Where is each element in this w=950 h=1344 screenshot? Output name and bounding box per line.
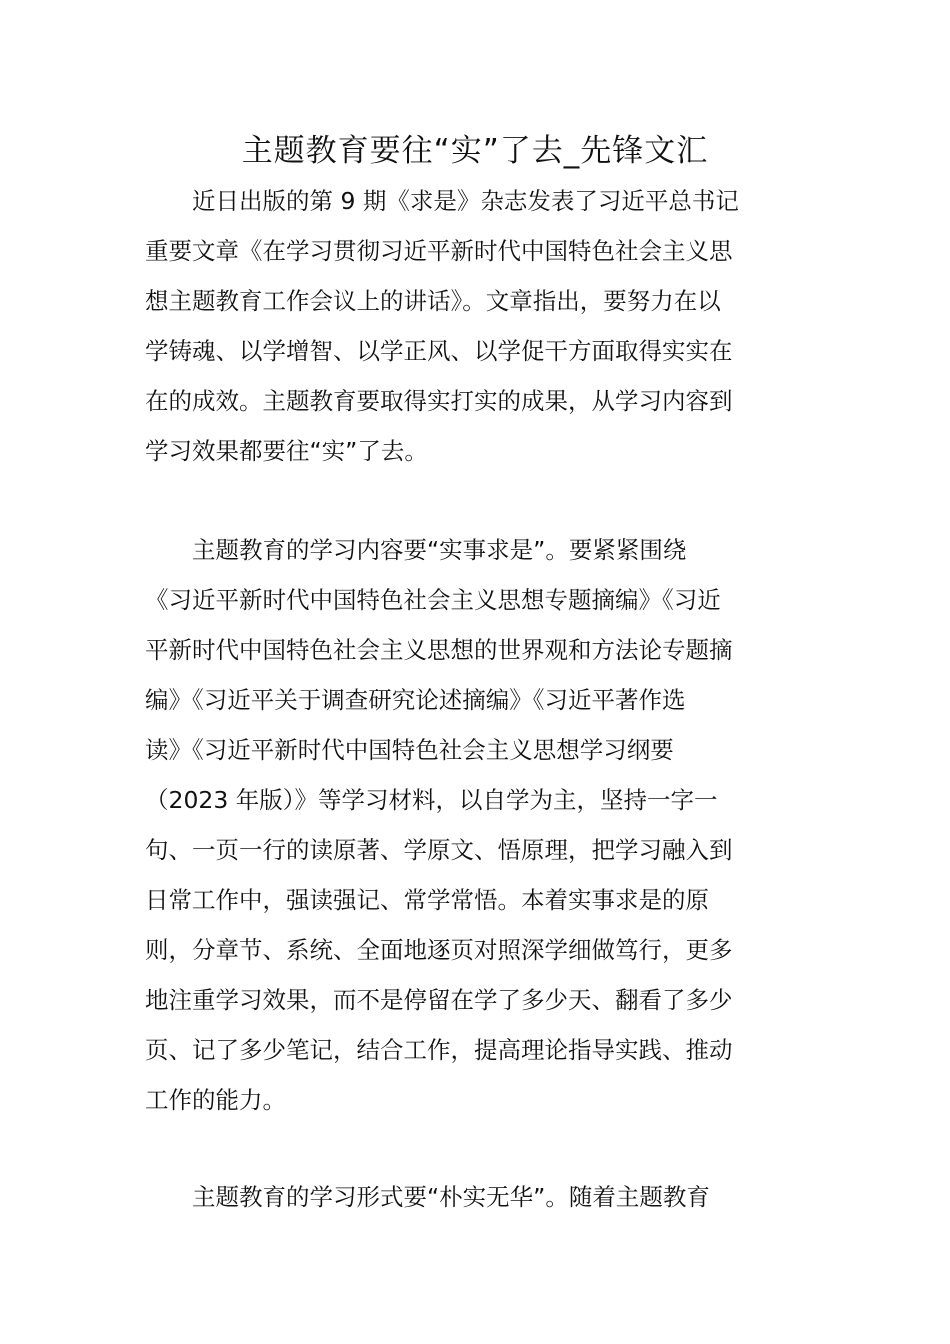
paragraph-line: 读》《习近平新时代中国特色社会主义思想学习纲要 [145, 736, 674, 764]
paragraph-line: 《习近平新时代中国特色社会主义思想专题摘编》《习近 [145, 586, 721, 614]
paragraph-line: （2023 年版）》等学习材料，以自学为主，坚持一字一 [145, 786, 718, 814]
paragraph-line: 学铸魂、以学增智、以学正风、以学促干方面取得实实在 [145, 337, 733, 365]
paragraph-line: 工作的能力。 [145, 1086, 286, 1114]
paragraph-line: 日常工作中，强读强记、常学常悟。本着实事求是的原 [145, 886, 709, 914]
paragraph-line: 则，分章节、系统、全面地逐页对照深学细做笃行，更多 [145, 936, 733, 964]
paragraph-line: 平新时代中国特色社会主义思想的世界观和方法论专题摘 [145, 636, 733, 664]
paragraph-line: 近日出版的第 9 期《求是》杂志发表了习近平总书记 [145, 187, 739, 215]
paragraph-line: 主题教育的学习形式要“朴实无华”。随着主题教育 [145, 1183, 710, 1211]
paragraph-line: 重要文章《在学习贯彻习近平新时代中国特色社会主义思 [145, 237, 733, 265]
paragraph-line: 页、记了多少笔记，结合工作，提高理论指导实践、推动 [145, 1036, 733, 1064]
paragraph-1 [145, 176, 807, 476]
paragraph-line: 主题教育的学习内容要“实事求是”。要紧紧围绕 [145, 536, 687, 564]
paragraph-line: 地注重学习效果，而不是停留在学了多少天、翻看了多少 [145, 986, 733, 1014]
paragraph-line: 在的成效。主题教育要取得实打实的成果，从学习内容到 [145, 387, 733, 415]
paragraph-3 [145, 1172, 807, 1222]
paragraph-2 [145, 525, 807, 1125]
paragraph-line: 编》《习近平关于调查研究论述摘编》《习近平著作选 [145, 686, 686, 714]
paragraph-line: 句、一页一行的读原著、学原文、悟原理，把学习融入到 [145, 836, 733, 864]
paragraph-line: 学习效果都要往“实”了去。 [145, 437, 428, 465]
paragraph-line: 想主题教育工作会议上的讲话》。文章指出，要努力在以 [145, 287, 721, 315]
document-title: 主题教育要往“实”了去_先锋文汇 [241, 133, 709, 169]
